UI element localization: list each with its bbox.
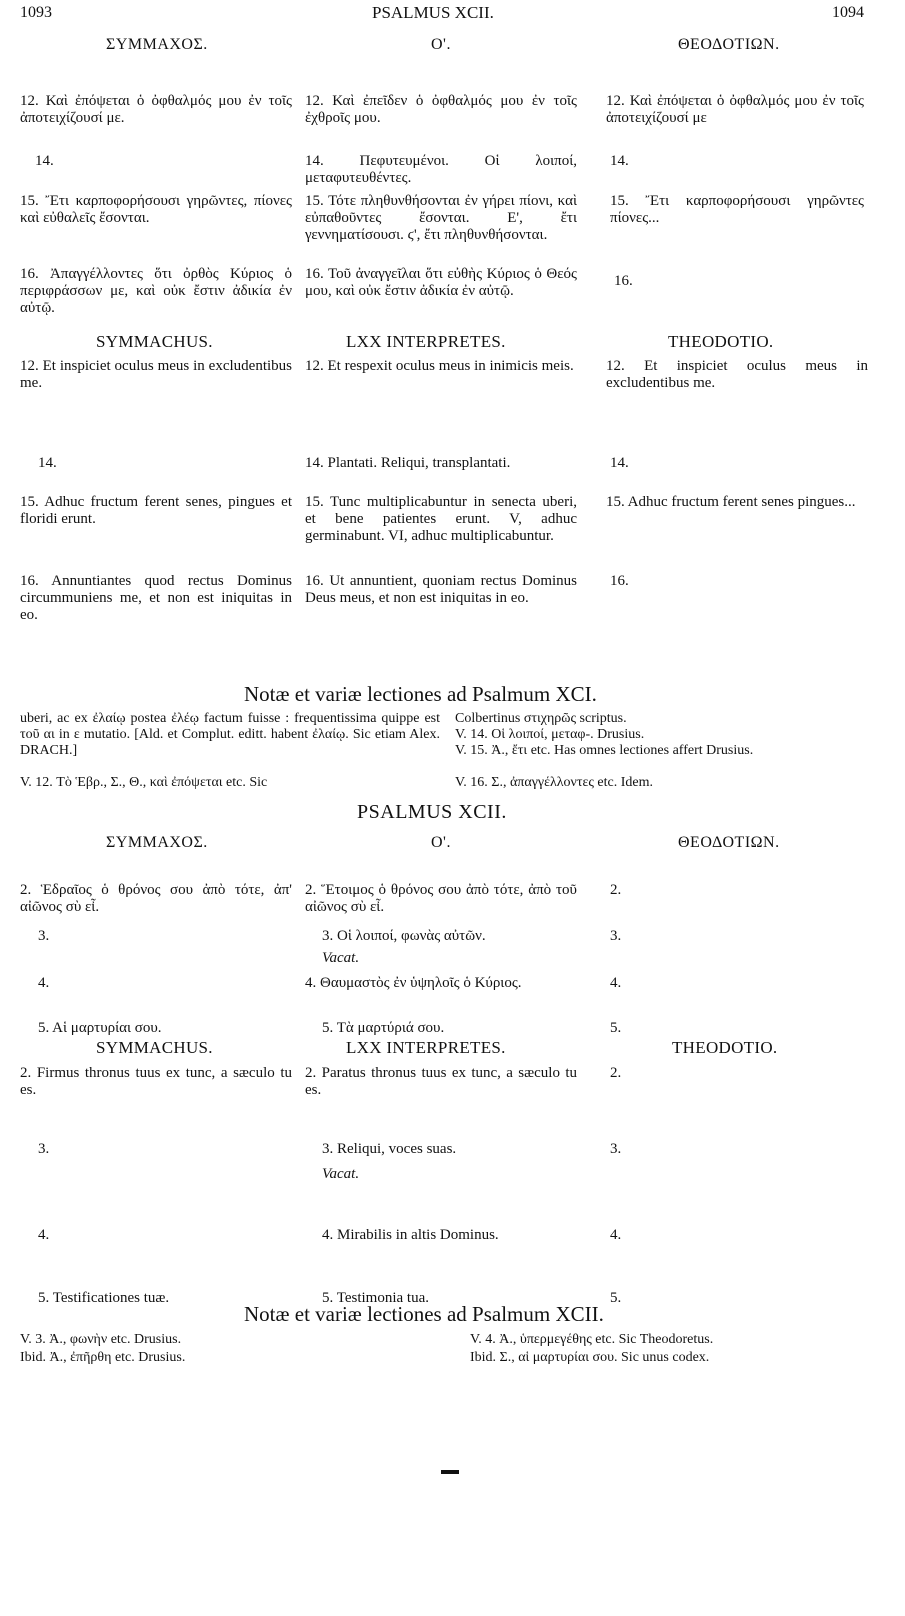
note-text: Colbertinus στιχηρῶς scriptus. (455, 711, 627, 726)
verse-text: 4. (38, 1227, 50, 1243)
verse-text: 16. Τοῦ ἀναγγεῖλαι ὅτι εὐθὴς Κύριος ὁ Θεός μου, καὶ οὐκ ἔστιν ἀδικία ἐν αὐτῷ. (305, 266, 577, 299)
verse-text: 5. Τὰ μαρτύριά σου. (322, 1020, 445, 1036)
verse-text: 4. (38, 975, 50, 991)
column-head-theodotion-greek: ΘΕΟΔΟΤΙΩΝ. (678, 36, 780, 53)
note-text: Ibid. Ἀ., ἐπῆρθη etc. Drusius. (20, 1350, 186, 1365)
verse-text: 12. Et inspiciet oculus meus in excludentibus me. (20, 358, 292, 391)
verse-text: 2. (610, 882, 622, 898)
verse-text: 12. Et inspiciet oculus meus in excludentibus me. (606, 358, 868, 391)
verse-text: 15. Adhuc fructum ferent senes, pingues et floridi erunt. (20, 494, 292, 527)
column-head-symmachus-latin: SYMMACHUS. (96, 1038, 213, 1057)
verse-text: 15. Ἔτι καρποφορήσουσι γηρῶντες, πίονες καὶ εὐθαλεῖς ἔσονται. (20, 193, 292, 226)
verse-text: 15. Adhuc fructum ferent senes pingues... (606, 494, 856, 510)
column-head-lxx-greek: O'. (431, 36, 451, 53)
verse-text: 15. Τότε πληθυνθήσονται ἐν γήρει πίονι, καὶ εὐπαθοῦντες ἔσονται. Ε', ἔτι γεννηματίσουσι. ϛ', ἔτι πληθυνθήσονται. (305, 193, 577, 243)
verse-text: 3. (610, 928, 622, 944)
verse-text: 5. Testificationes tuæ. (38, 1290, 170, 1306)
verse-text: 2. Ἕτοιμος ὁ θρόνος σου ἀπὸ τότε, ἀπὸ τοῦ αἰῶνος σὺ εἶ. (305, 882, 577, 915)
verse-text: 14. (35, 153, 54, 169)
notes-title: Notæ et variæ lectiones ad Psalmum XCI. (244, 682, 597, 706)
column-head-theodotion-latin: THEODOTIO. (672, 1038, 778, 1057)
verse-text: 14. (38, 455, 57, 471)
verse-text: 2. (610, 1065, 622, 1081)
verse-text: 4. Mirabilis in altis Dominus. (322, 1227, 499, 1243)
verse-text: 14. Plantati. Reliqui, transplantati. (305, 455, 511, 471)
note-text: V. 3. Ἀ., φωνὴν etc. Drusius. (20, 1332, 182, 1347)
column-head-symmachus-greek: ΣΥΜΜΑΧΟΣ. (106, 36, 208, 53)
column-head-symmachus-greek: ΣΥΜΜΑΧΟΣ. (106, 834, 208, 851)
page-number-left: 1093 (20, 4, 52, 21)
column-head-symmachus-latin: SYMMACHUS. (96, 332, 213, 351)
verse-text: 16. Ut annuntient, quoniam rectus Dominus Deus meus, et non est iniquitas in eo. (305, 573, 577, 606)
verse-text: 15. Tunc multiplicabuntur in senecta uberi, et bene patientes erunt. V, adhuc germinabunt. VI, adhuc multiplicabuntur. (305, 494, 577, 544)
verse-text: 5. (610, 1290, 622, 1306)
verse-text: 16. Ἀπαγγέλλοντες ὅτι ὀρθὸς Κύριος ὁ περιφράσσων με, καὶ οὐκ ἔστιν ἀδικία ἐν αὐτῷ. (20, 266, 292, 316)
verse-text: 14. Πεφυτευμένοι. Οἱ λοιποί, μεταφυτευθέντες. (305, 153, 577, 186)
verse-text: 12. Et respexit oculus meus in inimicis meis. (305, 358, 574, 374)
running-title: PSALMUS XCII. (372, 3, 494, 22)
verse-text: 3. Οἱ λοιποί, φωνὰς αὐτῶν. (322, 928, 486, 944)
column-head-theodotion-greek: ΘΕΟΔΟΤΙΩΝ. (678, 834, 780, 851)
verse-text: 15. Ἔτι καρποφορήσουσι γηρῶντες πίονες... (610, 193, 864, 226)
verse-text: 5. Αἱ μαρτυρίαι σου. (38, 1020, 162, 1036)
column-head-lxx-greek: O'. (431, 834, 451, 851)
verse-text: Vacat. (322, 950, 360, 966)
note-text: uberi, ac ex ἐλαίῳ postea ἐλέῳ factum fuisse : frequentissima quippe est τοῦ αι in ε mutatio. [Ald. et Complut. editt. habent ἐλαίῳ. Sic etiam Alex. DRACH.] (20, 711, 440, 758)
verse-text: 3. (38, 928, 50, 944)
column-head-lxx-latin: LXX INTERPRETES. (346, 332, 506, 351)
verse-text: 14. (610, 455, 629, 471)
verse-text: 16. Annuntiantes quod rectus Dominus circummuniens me, et non est iniquitas in eo. (20, 573, 292, 623)
note-text: V. 12. Τὸ Ἑβρ., Σ., Θ., καὶ ἐπόψεται etc. Sic (20, 775, 268, 790)
verse-text: 4. (610, 1227, 622, 1243)
note-text: V. 16. Σ., ἀπαγγέλλοντες etc. Idem. (455, 775, 653, 790)
verse-text: 2. Ἑδραῖος ὁ θρόνος σου ἀπὸ τότε, ἀπ' αἰῶνος σὺ εἶ. (20, 882, 292, 915)
column-head-theodotion-latin: THEODOTIO. (668, 332, 774, 351)
verse-text: 5. Testimonia tua. (322, 1290, 429, 1306)
verse-text: 12. Καὶ ἐπεῖδεν ὁ ὀφθαλμός μου ἐν τοῖς ἐχθροῖς μου. (305, 93, 577, 126)
verse-text: 16. (610, 573, 629, 589)
psalm-title: PSALMUS XCII. (357, 801, 507, 823)
verse-text: 2. Paratus thronus tuus ex tunc, a sæculo tu es. (305, 1065, 577, 1098)
verse-text: 4. (610, 975, 622, 991)
verse-text: 16. (614, 273, 633, 289)
verse-text: Vacat. (322, 1166, 360, 1182)
note-text: Ibid. Σ., αἱ μαρτυρίαι σου. Sic unus codex. (470, 1350, 710, 1365)
note-text: V. 15. Ἀ., ἔτι etc. Has omnes lectiones affert Drusius. (455, 743, 754, 758)
verse-text: 14. (610, 153, 629, 169)
note-text: V. 4. Ἀ., ὑπερμεγέθης etc. Sic Theodoretus. (470, 1332, 714, 1347)
verse-text: 4. Θαυμαστὸς ἐν ὑψηλοῖς ὁ Κύριος. (305, 975, 522, 991)
verse-text: 5. (610, 1020, 622, 1036)
verse-text: 3. (38, 1141, 50, 1157)
verse-text: 12. Καὶ ἐπόψεται ὁ ὀφθαλμός μου ἐν τοῖς ἀποτειχίζουσί με. (20, 93, 292, 126)
page-number-right: 1094 (832, 4, 864, 21)
column-head-lxx-latin: LXX INTERPRETES. (346, 1038, 506, 1057)
verse-text: 2. Firmus thronus tuus ex tunc, a sæculo tu es. (20, 1065, 292, 1098)
verse-text: 3. Reliqui, voces suas. (322, 1141, 457, 1157)
end-rule (441, 1470, 459, 1474)
notes-title: Notæ et variæ lectiones ad Psalmum XCII. (244, 1302, 604, 1326)
verse-text: 12. Καὶ ἐπόψεται ὁ ὀφθαλμός μου ἐν τοῖς ἀποτειχίζουσί με (606, 93, 864, 126)
note-text: V. 14. Οἱ λοιποί, μεταφ-. Drusius. (455, 727, 645, 742)
verse-text: 3. (610, 1141, 622, 1157)
